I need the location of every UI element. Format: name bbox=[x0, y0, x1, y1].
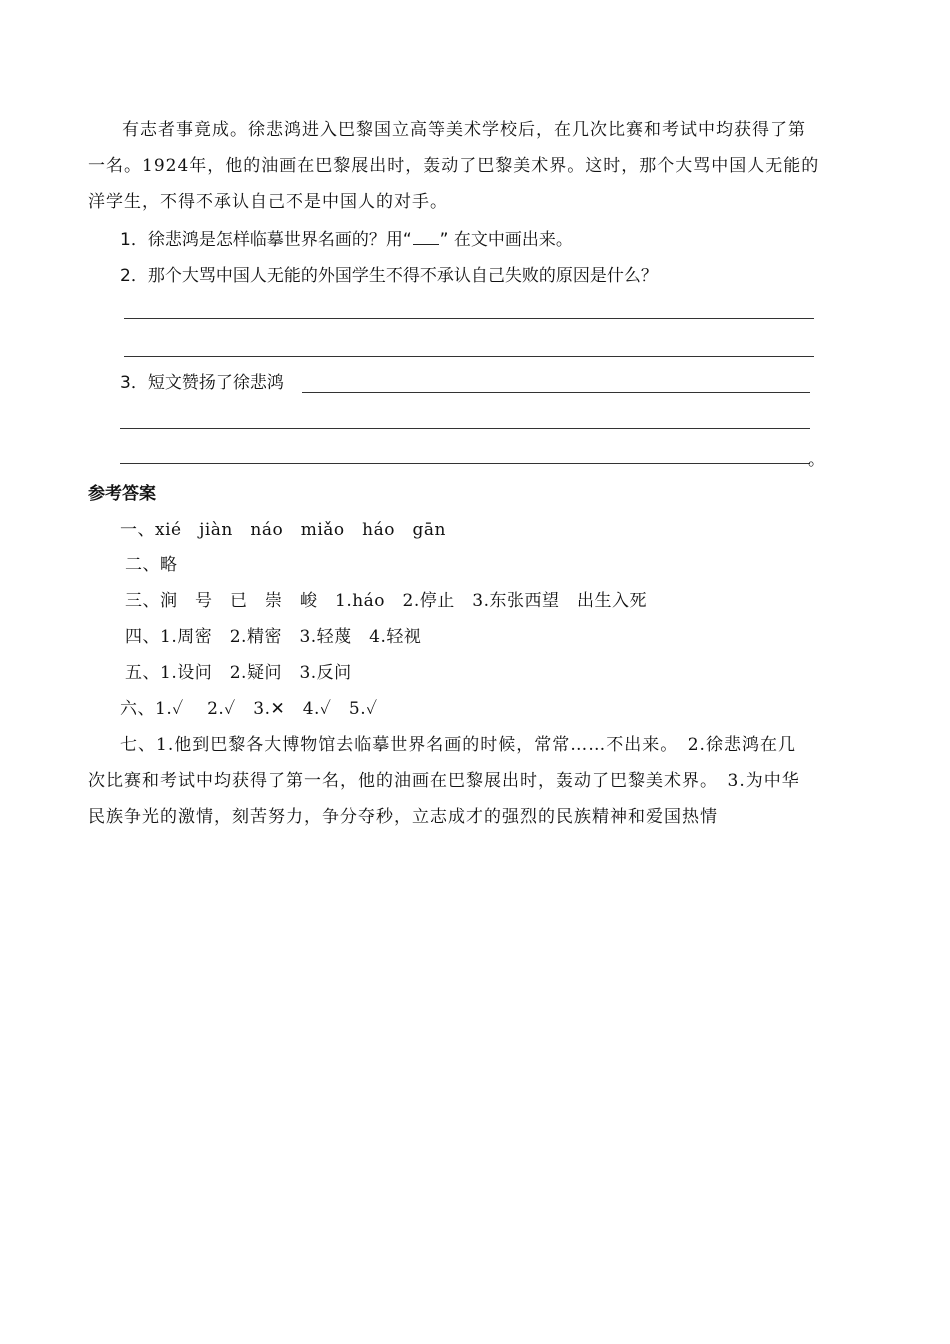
answer-1: 一、xié jiàn náo miǎo háo gān bbox=[120, 520, 446, 540]
answer-7-line-1: 七、1.他到巴黎各大博物馆去临摹世界名画的时候，常常……不出来。 2.徐悲鸿在几 bbox=[120, 735, 796, 755]
answer-2: 二、略 bbox=[125, 555, 178, 575]
answer-3: 三、涧 号 已 崇 峻 1.háo 2.停止 3.东张西望 出生入死 bbox=[125, 591, 647, 611]
answer-line-2[interactable] bbox=[124, 356, 814, 357]
answer-7-line-2: 次比赛和考试中均获得了第一名，他的油画在巴黎展出时，轰动了巴黎美术界。 3.为中华 bbox=[88, 771, 800, 791]
passage-line-2: 一名。1924年，他的油画在巴黎展出时，轰动了巴黎美术界。这时，那个大骂中国人无能的 bbox=[88, 156, 820, 176]
answer-line-3[interactable] bbox=[302, 392, 810, 393]
answer-5: 五、1.设问 2.疑问 3.反问 bbox=[125, 663, 352, 683]
question-1-suffix: ” 在文中画出来。 bbox=[439, 230, 573, 250]
answer-6: 六、1.✓ 2.✓ 3.✕ 4.✓ 5.✓ bbox=[120, 699, 378, 719]
answer-line-5[interactable] bbox=[120, 463, 810, 464]
end-period: 。 bbox=[808, 450, 825, 470]
question-3: 3．短文赞扬了徐悲鸿 bbox=[120, 373, 284, 393]
passage-line-3: 洋学生，不得不承认自己不是中国人的对手。 bbox=[88, 192, 448, 212]
passage-line-1: 有志者事竟成。徐悲鸿进入巴黎国立高等美术学校后，在几次比赛和考试中均获得了第 bbox=[122, 120, 806, 140]
underline-symbol bbox=[413, 230, 439, 245]
answer-4: 四、1.周密 2.精密 3.轻蔑 4.轻视 bbox=[125, 627, 422, 647]
question-1-text: 1．徐悲鸿是怎样临摹世界名画的？用“ bbox=[120, 230, 412, 250]
answer-line-1[interactable] bbox=[124, 318, 814, 319]
question-2: 2．那个大骂中国人无能的外国学生不得不承认自己失败的原因是什么？ bbox=[120, 266, 658, 286]
answers-heading: 参考答案 bbox=[88, 484, 156, 504]
answer-7-line-3: 民族争光的激情，刻苦努力，争分夺秒，立志成才的强烈的民族精神和爱国热情 bbox=[88, 807, 718, 827]
answer-line-4[interactable] bbox=[120, 428, 810, 429]
question-1 bbox=[120, 228, 573, 252]
